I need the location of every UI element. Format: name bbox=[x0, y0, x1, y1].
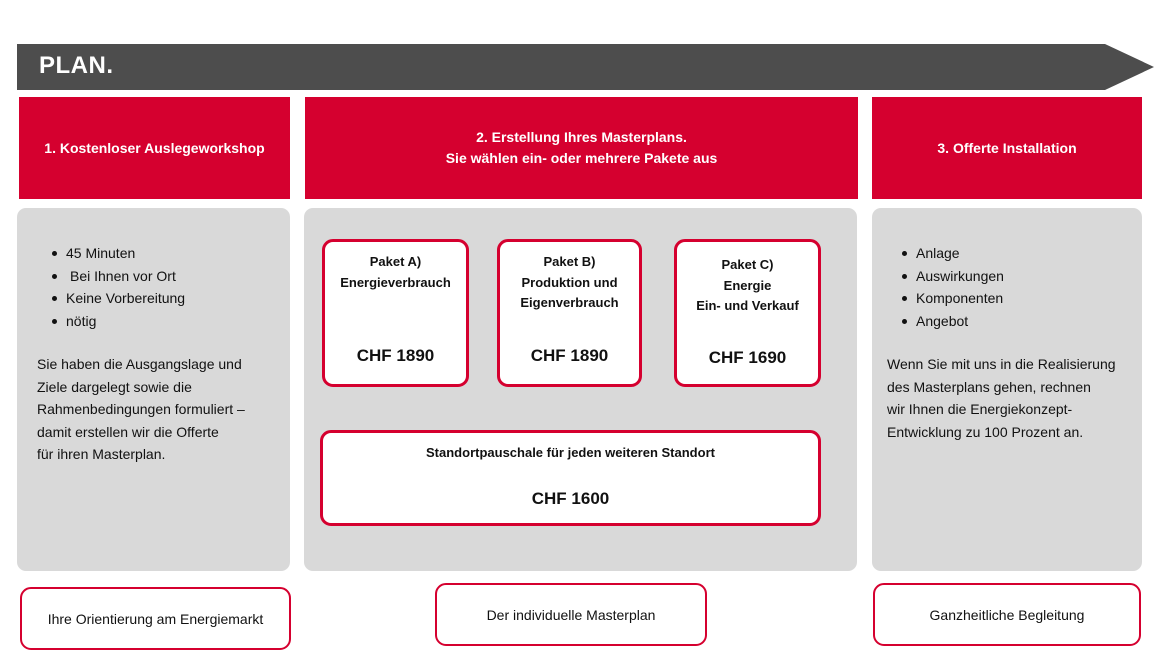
workshop-paragraph-line: Ziele dargelegt sowie die bbox=[37, 378, 192, 395]
workshop-bullet: nötig bbox=[52, 310, 185, 333]
header-masterplan bbox=[305, 97, 858, 199]
phase-title: PLAN. bbox=[39, 52, 114, 79]
package-c-card[interactable] bbox=[674, 239, 821, 387]
installation-bullet-list bbox=[902, 242, 1004, 332]
location-fee-price: CHF 1600 bbox=[531, 489, 610, 508]
installation-paragraph bbox=[887, 353, 1116, 443]
workshop-paragraph-line: Rahmenbedingungen formuliert – bbox=[37, 401, 245, 417]
header-masterplan-line1: 2. Erstellung Ihres Masterplans. bbox=[476, 129, 687, 145]
footer-support[interactable] bbox=[873, 583, 1141, 646]
panel-installation bbox=[872, 208, 1142, 571]
package-a-card[interactable] bbox=[322, 239, 469, 387]
installation-bullet: Anlage bbox=[902, 242, 1004, 265]
header-workshop-label: 1. Kostenloser Auslegeworkshop bbox=[44, 139, 265, 156]
location-fee-card[interactable] bbox=[320, 430, 821, 526]
installation-paragraph-line: wir Ihnen die Energiekonzept- bbox=[887, 401, 1073, 417]
footer-orientation[interactable] bbox=[20, 587, 291, 650]
installation-paragraph-line: Entwicklung zu 100 Prozent an. bbox=[887, 423, 1084, 440]
installation-paragraph-line: Wenn Sie mit uns in die Realisierung bbox=[887, 356, 1116, 372]
header-workshop bbox=[19, 97, 290, 199]
footer-masterplan[interactable] bbox=[435, 583, 707, 646]
installation-bullet: Angebot bbox=[902, 310, 1004, 333]
workshop-bullet: Bei Ihnen vor Ort bbox=[52, 265, 185, 288]
header-installation-label: 3. Offerte Installation bbox=[937, 139, 1077, 156]
header-installation bbox=[872, 97, 1142, 199]
workshop-bullet: Keine Vorbereitung bbox=[52, 287, 185, 310]
workshop-bullet: 45 Minuten bbox=[52, 242, 185, 265]
package-c-title: Paket C) Energie Ein- und Verkauf bbox=[696, 257, 799, 313]
workshop-paragraph-line: für ihren Masterplan. bbox=[37, 446, 166, 462]
footer-masterplan-label: Der individuelle Masterplan bbox=[486, 606, 656, 623]
installation-paragraph-line: des Masterplans gehen, rechnen bbox=[887, 378, 1091, 395]
workshop-paragraph-line: damit erstellen wir die Offerte bbox=[37, 423, 219, 440]
package-b-title: Paket B) Produktion und Eigenverbrauch bbox=[520, 254, 619, 310]
workshop-bullet-list bbox=[52, 242, 185, 332]
workshop-paragraph-line: Sie haben die Ausgangslage und bbox=[37, 356, 242, 372]
package-a-title: Paket A) Energieverbrauch bbox=[340, 254, 451, 290]
footer-orientation-label: Ihre Orientierung am Energiemarkt bbox=[47, 610, 264, 627]
installation-bullet: Komponenten bbox=[902, 287, 1004, 310]
location-fee-title: Standortpauschale für jeden weiteren Standort bbox=[426, 445, 715, 460]
phase-arrow bbox=[17, 44, 1154, 90]
workshop-paragraph bbox=[37, 353, 245, 466]
package-b-price: CHF 1890 bbox=[530, 346, 609, 365]
footer-support-label: Ganzheitliche Begleitung bbox=[929, 606, 1085, 623]
package-b-card[interactable] bbox=[497, 239, 642, 387]
arrow-shape bbox=[17, 44, 1154, 90]
installation-bullet: Auswirkungen bbox=[902, 265, 1004, 288]
package-a-price: CHF 1890 bbox=[356, 346, 435, 365]
panel-workshop bbox=[17, 208, 290, 571]
header-masterplan-line2: Sie wählen ein- oder mehrere Pakete aus bbox=[445, 150, 718, 166]
package-c-price: CHF 1690 bbox=[708, 348, 787, 367]
